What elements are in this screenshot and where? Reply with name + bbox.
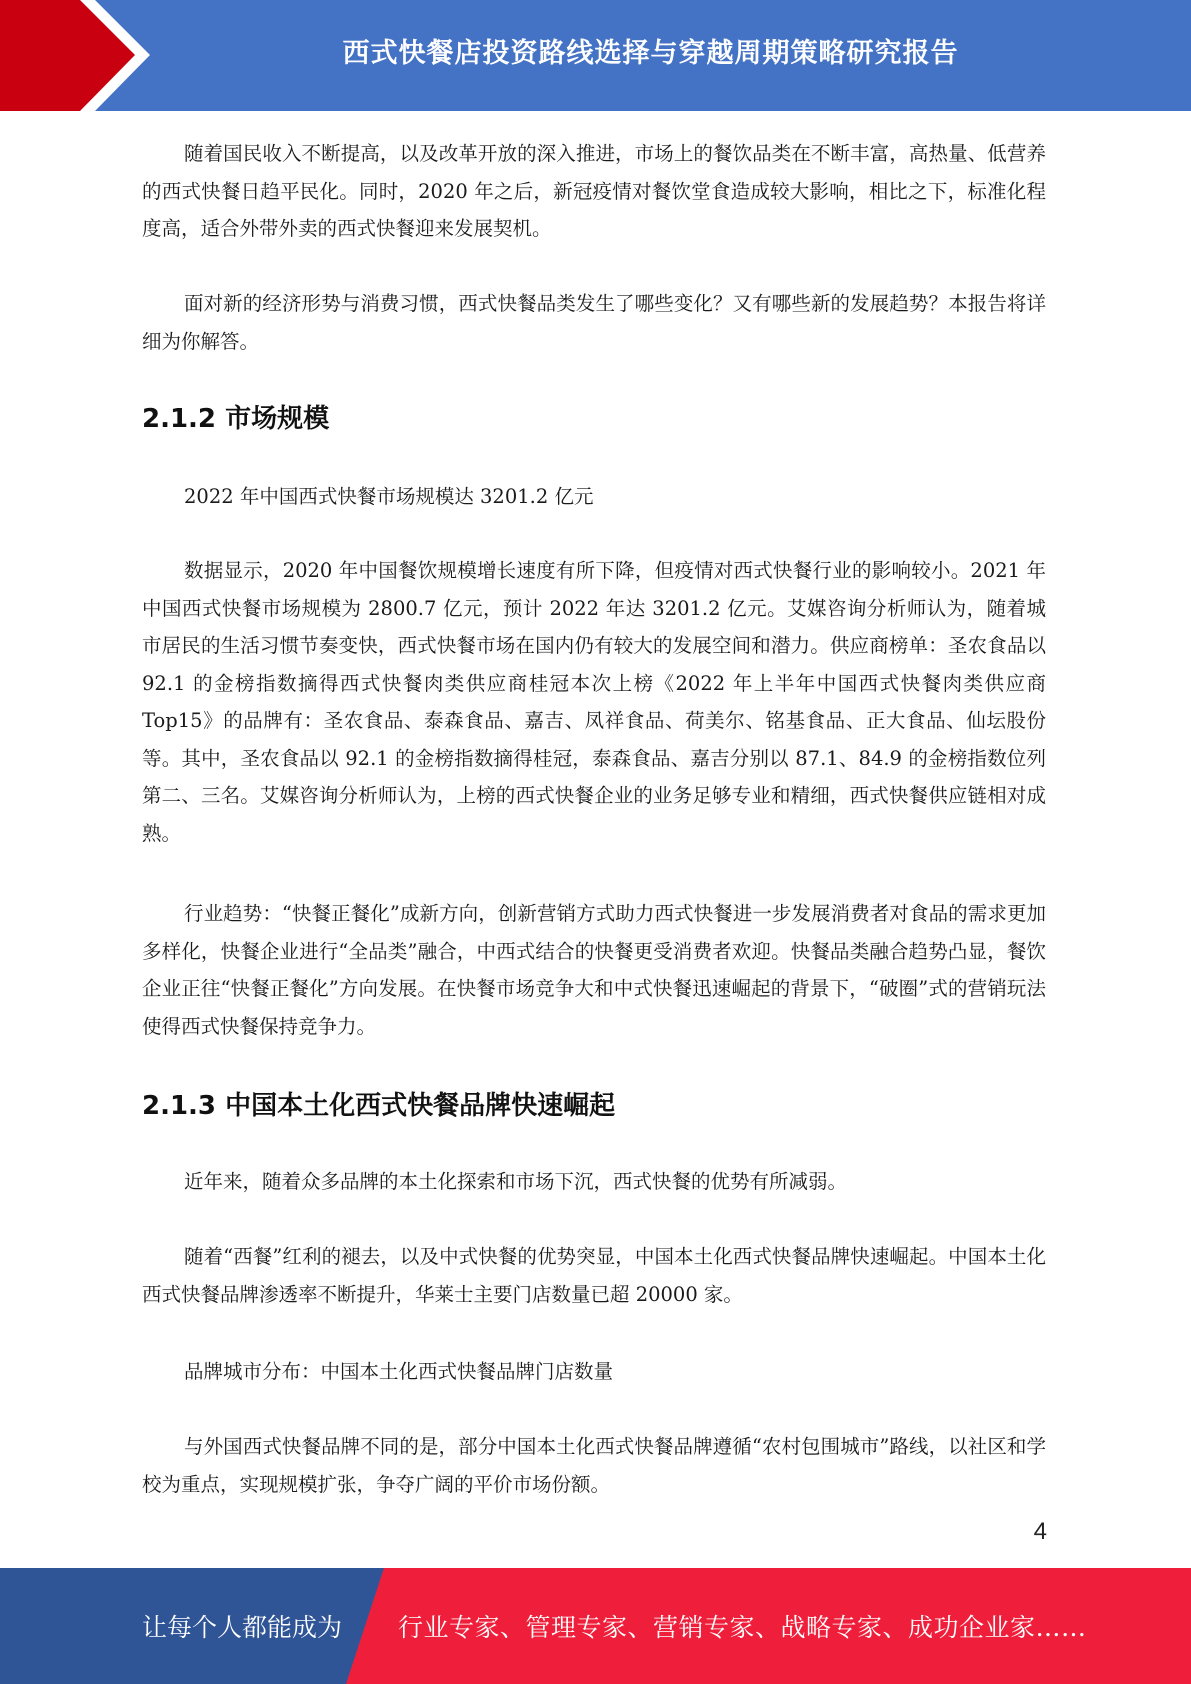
paragraph-intro: 随着国民收入不断提高，以及改革开放的深入推进，市场上的餐饮品类在不断丰富，高热量、低营养的西式快餐日趋平民化。同时，2020 年之后，新冠疫情对餐饮堂食造成较大影响，相比之下，标准化程度高，适合外带外卖的西式快餐迎来发展契机。 [142,142,1046,240]
paragraph-question: 面对新的经济形势与消费习惯，西式快餐品类发生了哪些变化？又有哪些新的发展趋势？本报告将详细为你解答。 [142,292,1046,353]
report-title: 西式快餐店投资路线选择与穿越周期策略研究报告 [342,37,959,69]
paragraph-local-advantage: 近年来，随着众多品牌的本土化探索和市场下沉，西式快餐的优势有所减弱。 [184,1170,848,1193]
paragraph-market-data: 数据显示，2020 年中国餐饮规模增长速度有所下降，但疫情对西式快餐行业的影响较小。2021 年中国西式快餐市场规模为 2800.7 亿元，预计 2022 年达 3201.2 亿元。艾媒咨询分析师认为，随着城市居民的生活习惯节奏变快，西式快餐市场在国内仍有较大的发展空间和潜力。供应商榜单：圣农食品以 92.1 的金榜指数摘得西式快餐肉类供应商桂冠本次上榜《2022 年上半年中国西式快餐肉类供应商 Top15》的品牌有：圣农食品、泰森食品、嘉吉、凤祥食品、荷美尔、铭基食品、正大食品、仙坛股份等。其中，圣农食品以 92.1 的金榜指数摘得桂冠，泰森食品、嘉吉分别以 87.1、84.9 的金榜指数位列第二、三名。艾媒咨询分析师认为，上榜的西式快餐企业的业务足够专业和精细，西式快餐供应链相对成熟。 [142,559,1046,845]
header-banner [0,0,1191,111]
paragraph-rural-strategy: 与外国西式快餐品牌不同的是，部分中国本土化西式快餐品牌遵循“农村包围城市”路线，以社区和学校为重点，实现规模扩张，争夺广阔的平价市场份额。 [142,1435,1046,1496]
paragraph-local-rise: 随着“西餐”红利的褪去，以及中式快餐的优势突显，中国本土化西式快餐品牌快速崛起。中国本土化西式快餐品牌渗透率不断提升，华莱士主要门店数量已超 20000 家。 [142,1245,1046,1306]
paragraph-city-distribution: 品牌城市分布：中国本土化西式快餐品牌门店数量 [184,1360,614,1383]
section-heading-market-size: 2.1.2 市场规模 [142,404,330,434]
paragraph-market-size-summary: 2022 年中国西式快餐市场规模达 3201.2 亿元 [184,485,594,508]
footer-banner [0,1568,1191,1684]
section-heading-local-brands: 2.1.3 中国本土化西式快餐品牌快速崛起 [142,1091,616,1121]
page-number: 4 [1033,1518,1047,1545]
footer-slogan-left: 让每个人都能成为 [142,1613,343,1642]
footer-slogan-right: 行业专家、管理专家、营销专家、战略专家、成功企业家…… [398,1613,1087,1642]
paragraph-industry-trend: 行业趋势：“快餐正餐化”成新方向，创新营销方式助力西式快餐进一步发展消费者对食品的需求更加多样化，快餐企业进行“全品类”融合，中西式结合的快餐更受消费者欢迎。快餐品类融合趋势凸显，餐饮企业正往“快餐正餐化”方向发展。在快餐市场竞争大和中式快餐迅速崛起的背景下，“破圈”式的营销玩法使得西式快餐保持竞争力。 [142,902,1046,1038]
